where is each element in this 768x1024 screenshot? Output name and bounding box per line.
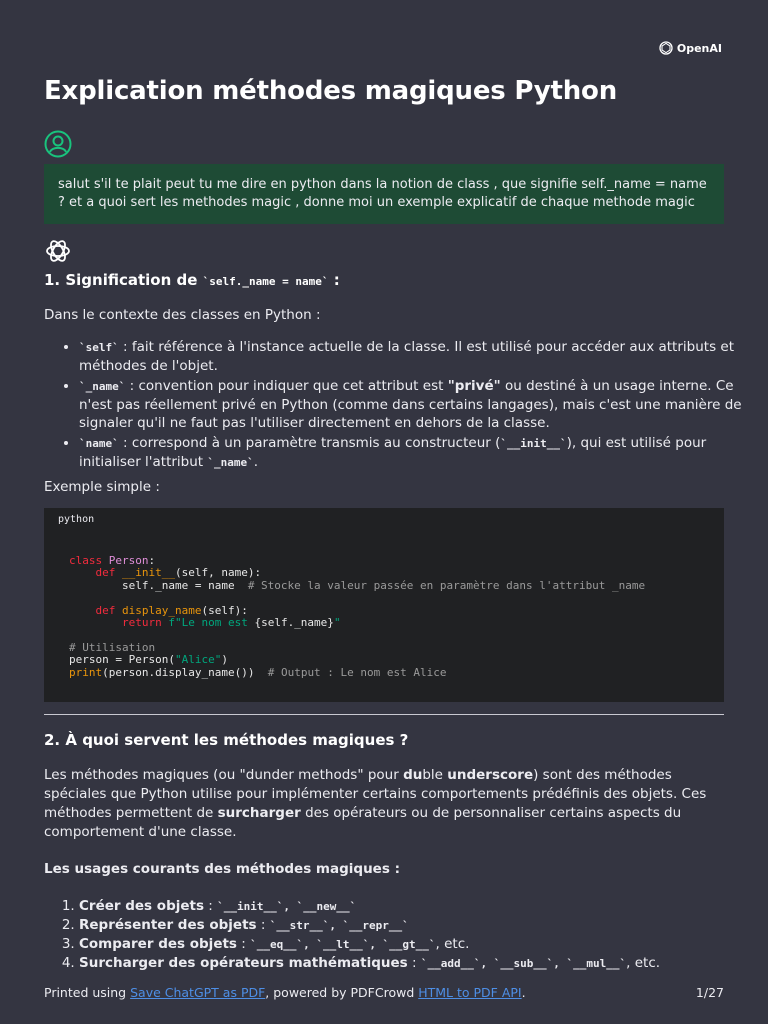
save-chatgpt-link[interactable]: Save ChatGPT as PDF (130, 985, 266, 1000)
code-content: class Person: def __init__(self, name): self._name = name # Stocke la valeur passée en paramètre dans l'attribut _name def display_name(self): return f"Le nom est {self._name}" # Utilisation person = Person("Alice") print(person.display_name()) # Output : Le nom est Alice (69, 554, 646, 679)
footer-text: . (521, 985, 526, 1000)
para-text: des opérateurs ou de personnaliser certains aspects du comportement d'une classe. (44, 805, 682, 840)
html-to-pdf-link[interactable]: HTML to PDF API (418, 985, 522, 1000)
para-bold: score (491, 767, 534, 783)
brand-name: OpenAI (676, 41, 722, 55)
page-title: Explication méthodes magiques Python (44, 76, 618, 106)
bullet-text: ), qui est utilisé pour initialiser l'attribut (79, 435, 707, 470)
para-bold: du (403, 767, 423, 783)
list-item (79, 916, 751, 935)
inline-code: `__eq__`, `__lt__`, `__gt__` (250, 938, 436, 951)
section1-heading (44, 271, 340, 289)
usages-list (44, 897, 751, 973)
usage-label: Créer des objets (79, 898, 205, 914)
usage-label: Surcharger des opérateurs mathématiques (79, 955, 408, 971)
footer-text: Printed using (44, 985, 131, 1000)
inline-code: `self` (79, 341, 119, 354)
code-block (44, 508, 724, 702)
chatgpt-icon (44, 237, 72, 265)
para-text: Les méthodes magiques (ou "dunder methods" pour (44, 767, 404, 783)
list-item (79, 954, 751, 973)
section2-heading: 2. À quoi servent les méthodes magiques ? (44, 731, 409, 749)
user-message: salut s'il te plait peut tu me dire en python dans la notion de class , que signifie self._name = name ? et a quoi sert les methodes magic , donne moi un exemple explicatif de chaque methode magic (44, 164, 724, 224)
bullet-text: . (253, 454, 259, 470)
section2-paragraph (44, 766, 724, 842)
usage-sep: : (204, 898, 218, 914)
para-bold: under (447, 767, 492, 783)
footer (44, 985, 526, 1000)
para-text: ) sont des méthodes spéciales que Python utilise pour implémenter certains comportements prédéfinis des objets. Ces méthodes permettent de (44, 767, 707, 821)
user-avatar-icon (44, 130, 72, 158)
usage-label: Comparer des objets (79, 936, 237, 952)
openai-logo (658, 40, 722, 56)
bullet-bold: "privé" (447, 378, 501, 394)
section1-intro: Dans le contexte des classes en Python : (44, 307, 321, 323)
usage-label: Représenter des objets (79, 917, 257, 933)
inline-code: `_name` (79, 380, 126, 393)
list-item (79, 377, 751, 432)
footer-text: , powered by PDFCrowd (265, 985, 419, 1000)
list-item (79, 897, 751, 916)
inline-code: `name` (79, 437, 119, 450)
bullet-text: ou destiné à un usage interne. Ce n'est pas réellement privé en Python (comme dans certains langages), mais c'est une manière de signaler qu'il ne faut pas l'utiliser directement en dehors de la classe. (79, 378, 742, 431)
inline-code: `__init__` (500, 437, 567, 450)
usages-heading: Les usages courants des méthodes magiques : (44, 861, 400, 877)
section1-heading-suffix: : (328, 271, 340, 289)
usage-tail: , etc. (626, 955, 661, 971)
bullet-text: : fait référence à l'instance actuelle de la classe. Il est utilisé pour accéder aux attributs et méthodes de l'objet. (79, 339, 734, 374)
section1-heading-text: 1. Signification de (44, 271, 203, 289)
list-item (79, 434, 751, 472)
example-label: Exemple simple : (44, 479, 160, 495)
usage-sep: : (407, 955, 421, 971)
inline-code: `_name` (207, 456, 254, 469)
para-bold: surcharger (217, 805, 301, 821)
para-text: ble (422, 767, 448, 783)
page-number: 1/27 (695, 985, 724, 1000)
usage-sep: : (256, 917, 270, 933)
section1-heading-code: `self._name = name` (202, 275, 329, 288)
inline-code: `__init__`, `__new__` (217, 900, 357, 913)
inline-code: `__str__`, `__repr__` (269, 919, 409, 932)
section1-bullets (44, 338, 751, 474)
openai-logo-icon (658, 40, 674, 56)
usage-tail: , etc. (435, 936, 470, 952)
list-item (79, 935, 751, 954)
code-language-label: python (58, 514, 95, 525)
usage-sep: : (236, 936, 251, 952)
bullet-text: : correspond à un paramètre transmis au constructeur ( (118, 435, 501, 451)
list-item (79, 338, 751, 375)
divider (44, 714, 724, 715)
bullet-text: : convention pour indiquer que cet attribut est (125, 378, 448, 394)
inline-code: `__add__`, `__sub__`, `__mul__` (420, 957, 627, 970)
